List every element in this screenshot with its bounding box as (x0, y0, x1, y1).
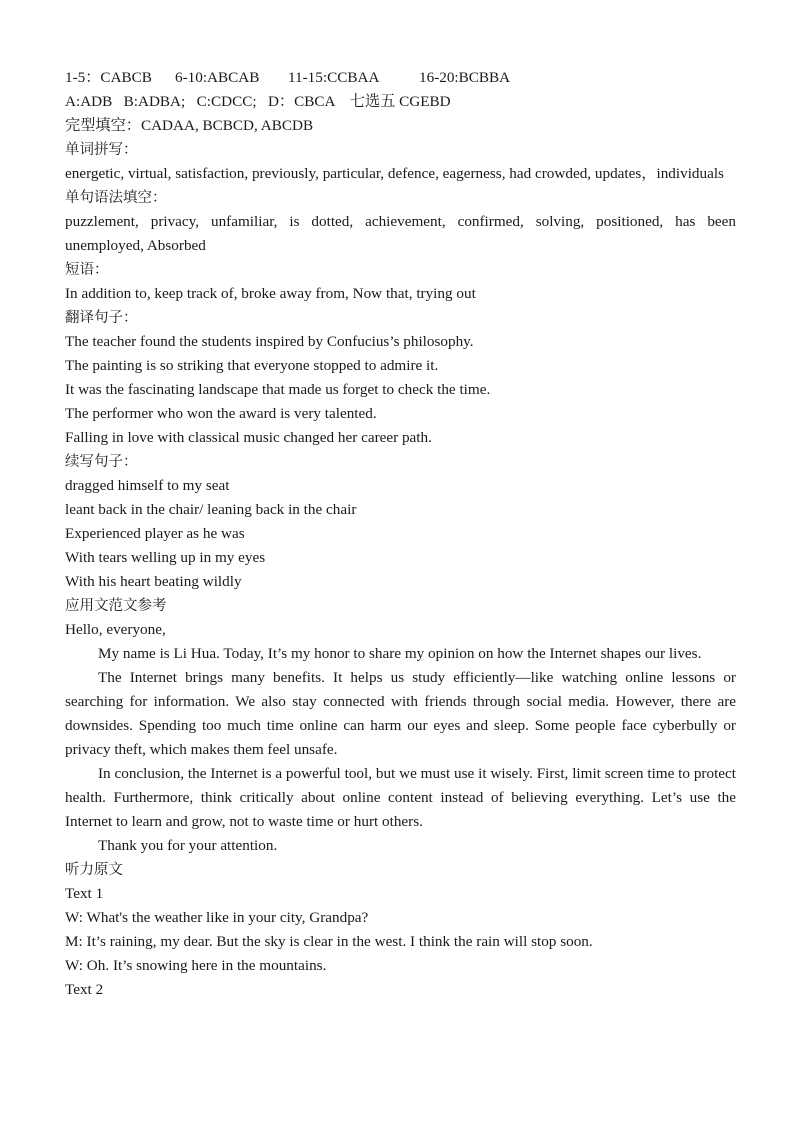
translation-heading: 翻译句子： (65, 310, 138, 326)
continuation-heading: 续写句子： (65, 454, 138, 470)
continuation-item: leant back in the chair/ leaning back in the chair (65, 501, 357, 518)
answers-line-1 (65, 66, 736, 90)
continuation-item: Experienced player as he was (65, 525, 245, 542)
translation-item: The painting is so striking that everyone stopped to admire it. (65, 357, 439, 374)
dialogue-line: W: Oh. It’s snowing here in the mountains. (65, 957, 327, 974)
answer-key-document (65, 66, 736, 1002)
listening-heading: 听力原文 (65, 862, 123, 878)
dialogue-line: W: What's the weather like in your city, Grandpa? (65, 909, 369, 926)
translation-item: The performer who won the award is very talented. (65, 405, 377, 422)
continuation-item: dragged himself to my seat (65, 477, 230, 494)
translation-item: It was the fascinating landscape that made us forget to check the time. (65, 381, 491, 398)
essay-greeting: Hello, everyone, (65, 621, 166, 638)
phrases-answers: In addition to, keep track of, broke away from, Now that, trying out (65, 285, 476, 302)
spelling-heading: 单词拼写： (65, 142, 138, 158)
continuation-item: With tears welling up in my eyes (65, 549, 266, 566)
cloze-answers: 完型填空：CADAA, BCBCD, ABCDB (65, 117, 314, 134)
answers-6-10: 6-10:ABCAB (175, 69, 260, 86)
continuation-item: With his heart beating wildly (65, 573, 242, 590)
text2-label: Text 2 (65, 981, 104, 998)
spelling-answers: energetic, virtual, satisfaction, previously, particular, defence, eagerness, had crowded, updates，individuals (65, 165, 724, 182)
answers-1-5: 1-5：CABCB (65, 69, 152, 86)
answers-11-15: 11-15:CCBAA (288, 69, 380, 86)
essay-closing: Thank you for your attention. (98, 837, 278, 854)
answers-line-2: A:ADB B:ADBA; C:CDCC; D：CBCA 七选五 CGEBD (65, 93, 451, 110)
translation-item: The teacher found the students inspired by Confucius’s philosophy. (65, 333, 474, 350)
essay-paragraph: In conclusion, the Internet is a powerful tool, but we must use it wisely. First, limit screen time to protect health. Furthermore, think critically about online content instead of believing everything. Let’s use the Internet to learn and grow, not to waste time or hurt others. (65, 765, 736, 830)
essay-paragraph: My name is Li Hua. Today, It’s my honor to share my opinion on how the Internet shapes our lives. (98, 645, 702, 662)
grammar-heading: 单句语法填空： (65, 190, 167, 206)
dialogue-line: M: It’s raining, my dear. But the sky is clear in the west. I think the rain will stop soon. (65, 933, 593, 950)
essay-heading: 应用文范文参考 (65, 598, 167, 614)
text1-label: Text 1 (65, 885, 104, 902)
grammar-answers: puzzlement, privacy, unfamiliar, is dotted, achievement, confirmed, solving, positioned, has been unemployed, Absorbed (65, 213, 736, 254)
essay-paragraph: The Internet brings many benefits. It helps us study efficiently—like watching online lessons or searching for information. We also stay connected with friends through social media. However, there are downsides. Spending too much time online can harm our eyes and sleep. Some people face cyberbully or privacy theft, which makes them feel unsafe. (65, 669, 736, 758)
translation-item: Falling in love with classical music changed her career path. (65, 429, 432, 446)
phrases-heading: 短语： (65, 262, 109, 278)
answers-16-20: 16-20:BCBBA (419, 69, 511, 86)
